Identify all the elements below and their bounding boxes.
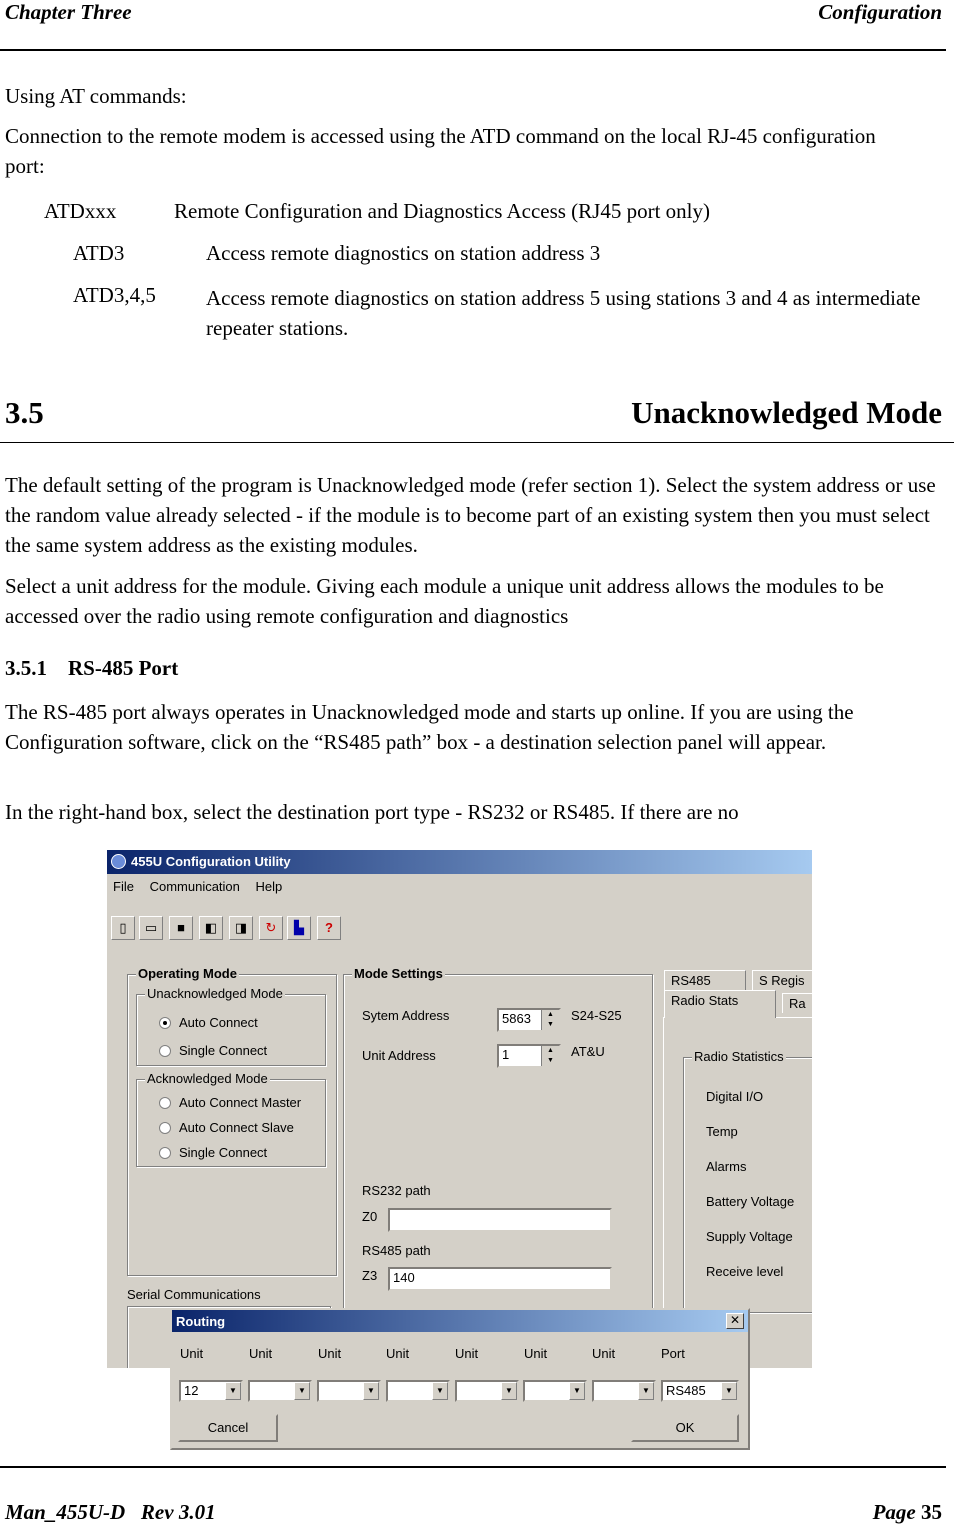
radio-single-connect-ack[interactable]: Single Connect [159, 1145, 267, 1160]
new-file-icon[interactable]: ▯ [111, 916, 135, 940]
stat-item: Supply Voltage [706, 1229, 793, 1244]
help-icon[interactable]: ? [317, 916, 341, 940]
chevron-down-icon: ▼ [225, 1382, 241, 1400]
menu-communication[interactable]: Communication [149, 879, 240, 894]
stat-item: Battery Voltage [706, 1194, 795, 1209]
cmd-name: ATDxxx [44, 199, 117, 223]
unit-select[interactable] [386, 1380, 450, 1402]
reset-icon[interactable]: ↻ [259, 916, 283, 940]
example-cmd: ATD3 [73, 241, 125, 265]
chart-icon[interactable]: ▙ [287, 916, 311, 940]
example-cmd: ATD3,4,5 [73, 283, 156, 307]
paragraph: Select a unit address for the module. Giving each module a unique unit address allows the modules to be accessed over the radio using remote configuration and diagnostics [5, 574, 884, 628]
footer-rule [0, 1466, 946, 1468]
unack-mode-label: Unacknowledged Mode [147, 986, 283, 1001]
rs232-path-input[interactable] [388, 1208, 612, 1232]
routing-titlebar[interactable] [172, 1310, 748, 1332]
ack-mode-label: Acknowledged Mode [147, 1071, 268, 1086]
page-number: 35 [921, 1500, 942, 1524]
unit-address-register: AT&U [571, 1044, 605, 1059]
window-titlebar[interactable] [107, 850, 812, 874]
footer-doc: Man_455U-D Rev 3.01 [5, 1500, 216, 1524]
rs232-register: Z0 [362, 1209, 378, 1224]
unit-select[interactable]: 12 ▼ [179, 1380, 243, 1402]
unit-address-label: Unit Address [362, 1048, 436, 1063]
radio-single-connect[interactable]: Single Connect [159, 1043, 267, 1058]
system-address-register: S24-S25 [571, 1008, 622, 1023]
rs485-register: Z3 [362, 1268, 378, 1283]
port-select[interactable]: RS485 ▼ [661, 1380, 739, 1402]
routing-title: Routing [176, 1314, 226, 1329]
ok-button[interactable]: OK [631, 1414, 739, 1442]
example-desc: Access remote diagnostics on station address 3 [206, 241, 601, 265]
unack-mode-group [136, 986, 326, 1066]
tab-radio[interactable]: Ra [782, 993, 812, 1013]
tab-rs485[interactable]: RS485 [664, 970, 746, 990]
stat-item: Digital I/O [706, 1089, 764, 1104]
at-intro: Connection to the remote modem is accessed using the ATD command on the local RJ-45 configuration port: [5, 124, 876, 178]
stat-item: Receive level [706, 1264, 784, 1279]
unit-header: Unit [180, 1346, 204, 1361]
example-desc: Access remote diagnostics on station address 5 using stations 3 and 4 as intermediate repeater stations. [206, 286, 921, 340]
subsection-title: 3.5.1 RS-485 Port [5, 656, 179, 680]
rs485-path-input[interactable]: 140 [388, 1267, 612, 1291]
unit-select[interactable] [317, 1380, 381, 1402]
unit-header: Unit [592, 1346, 616, 1361]
stat-item: Temp [706, 1124, 738, 1139]
paragraph: In the right-hand box, select the destination port type - RS232 or RS485. If there are no [5, 800, 739, 824]
stat-item: Alarms [706, 1159, 747, 1174]
app-icon [111, 854, 126, 869]
read-module-icon[interactable]: ◧ [199, 916, 223, 940]
at-heading: Using AT commands: [5, 84, 187, 108]
paragraph: The RS-485 port always operates in Unacknowledged mode and starts up online. If you are using the Configuration software, click on the “RS485 path” box - a destination selection panel will appear. [5, 700, 854, 754]
menu-bar [107, 876, 812, 898]
port-header: Port [661, 1346, 685, 1361]
radio-statistics-group [683, 1049, 812, 1313]
chevron-down-icon: ▼ [721, 1382, 737, 1400]
radio-auto-connect[interactable]: Auto Connect [159, 1015, 258, 1030]
cmd-desc: Remote Configuration and Diagnostics Access (RJ45 port only) [174, 199, 711, 223]
unit-header: Unit [318, 1346, 342, 1361]
unit-header: Unit [249, 1346, 273, 1361]
unit-header: Unit [455, 1346, 479, 1361]
page-label: Page [872, 1500, 916, 1524]
routing-dialog [170, 1308, 750, 1450]
unit-select[interactable] [248, 1380, 312, 1402]
section-number: 3.5 [5, 395, 44, 430]
unit-address-input[interactable]: 1 ▲ ▼ [497, 1044, 561, 1068]
chevron-down-icon: ▼ [432, 1382, 448, 1400]
header-chapter: Chapter Three [5, 0, 132, 24]
unit-select[interactable] [523, 1380, 587, 1402]
write-module-icon[interactable]: ◨ [229, 916, 253, 940]
unit-select[interactable] [455, 1380, 519, 1402]
ack-mode-group [136, 1071, 326, 1167]
chevron-down-icon: ▼ [363, 1382, 379, 1400]
unit-header: Unit [524, 1346, 548, 1361]
chevron-down-icon: ▼ [294, 1382, 310, 1400]
system-address-input[interactable]: 5863 ▲ ▼ [497, 1008, 561, 1032]
save-icon[interactable]: ■ [169, 916, 193, 940]
header-section: Configuration [818, 0, 942, 24]
footer-page [873, 1500, 942, 1525]
paragraph: The default setting of the program is Unacknowledged mode (refer section 1). Select the system address or use the random value already selected - if the module is to become part of an existing system then you must select the same system address as the existing modules. [5, 473, 936, 557]
unit-select[interactable] [592, 1380, 656, 1402]
radio-statistics-label: Radio Statistics [694, 1049, 784, 1064]
menu-file[interactable]: File [113, 879, 134, 894]
window-title: 455U Configuration Utility [131, 854, 291, 869]
section-title: Unacknowledged Mode [631, 395, 942, 430]
chevron-down-icon: ▼ [569, 1382, 585, 1400]
header-rule [0, 49, 946, 51]
config-utility-window [107, 850, 812, 1368]
operating-mode-group [127, 966, 337, 1276]
menu-help[interactable]: Help [255, 879, 283, 894]
chevron-down-icon: ▼ [501, 1382, 517, 1400]
unit-header: Unit [386, 1346, 410, 1361]
radio-auto-connect-slave[interactable]: Auto Connect Slave [159, 1120, 294, 1135]
section-rule [0, 442, 954, 443]
close-icon[interactable]: ✕ [726, 1313, 744, 1329]
rs485-path-label: RS485 path [362, 1243, 431, 1258]
system-address-label: Sytem Address [362, 1008, 450, 1023]
serial-comm-label: Serial Communications [127, 1287, 261, 1302]
chevron-down-icon: ▼ [638, 1382, 654, 1400]
tab-s-registers[interactable]: S Regis [752, 970, 812, 990]
mode-settings-group [343, 966, 653, 1314]
tab-radio-stats[interactable]: Radio Stats [664, 990, 776, 1018]
cancel-button[interactable]: Cancel [178, 1414, 278, 1442]
rs232-path-label: RS232 path [362, 1183, 431, 1198]
open-folder-icon[interactable]: ▭ [139, 916, 163, 940]
operating-mode-label: Operating Mode [138, 966, 237, 981]
mode-settings-label: Mode Settings [354, 966, 443, 981]
radio-auto-connect-master[interactable]: Auto Connect Master [159, 1095, 301, 1110]
